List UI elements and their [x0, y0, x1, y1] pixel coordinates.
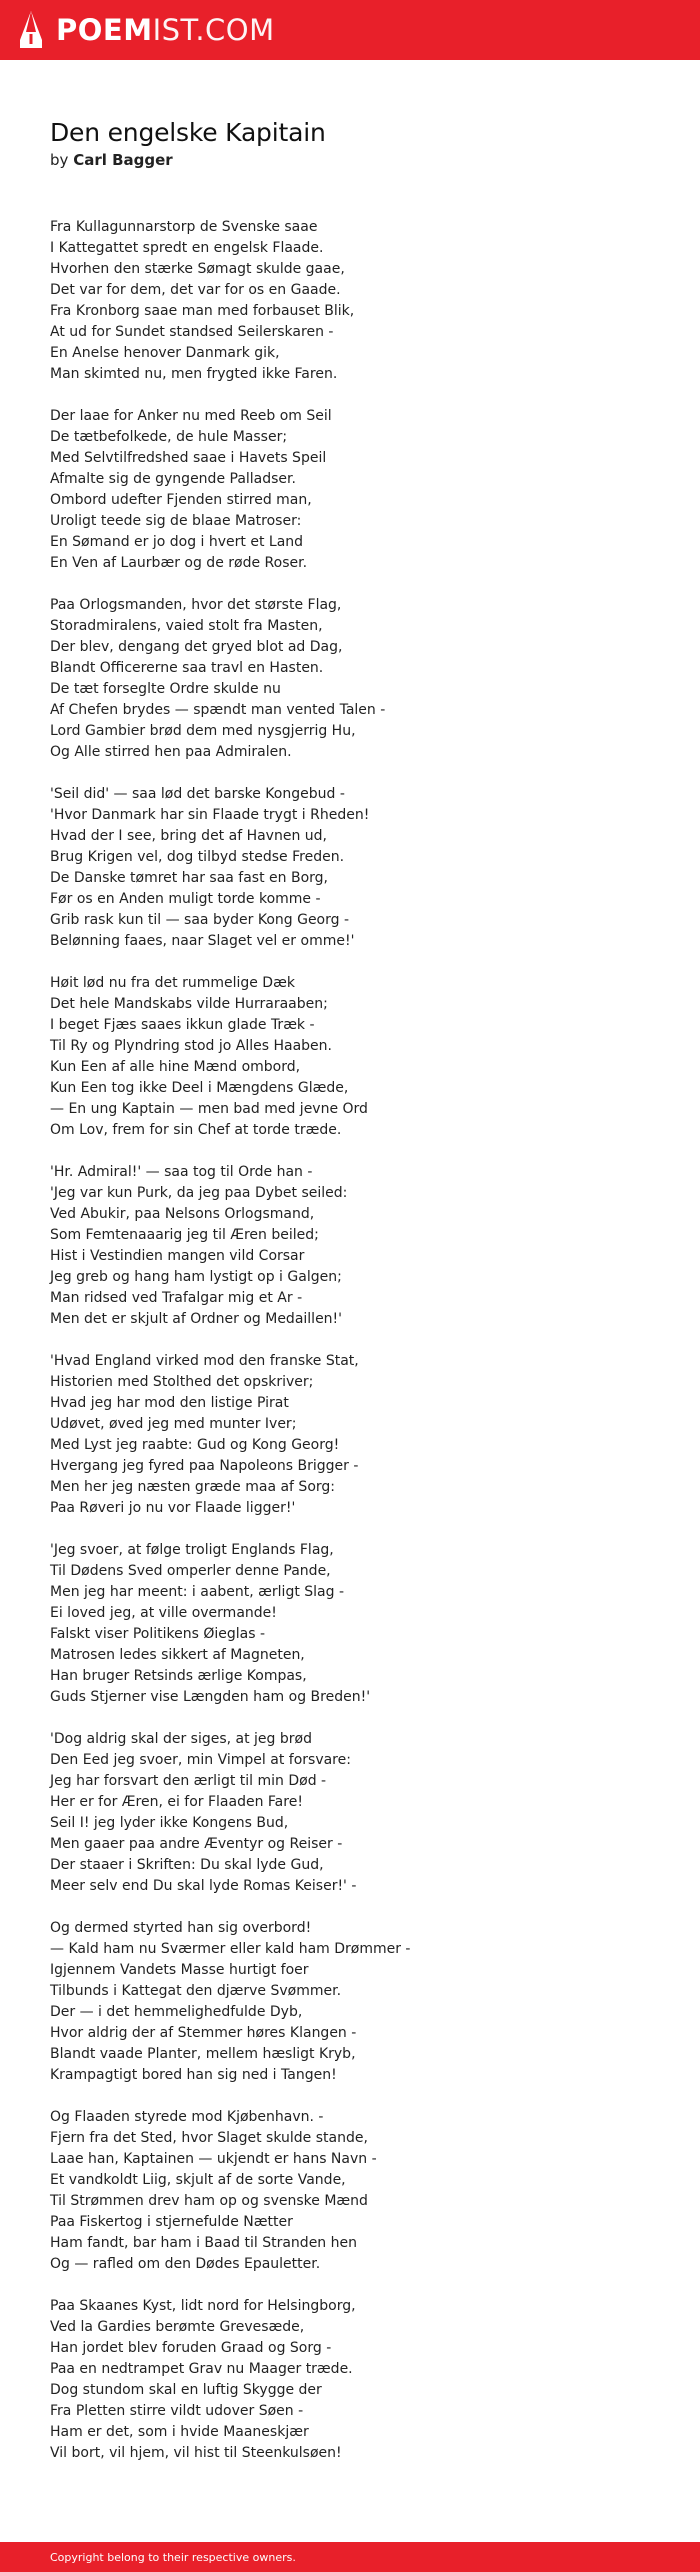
poem-author[interactable]: Carl Bagger: [73, 151, 173, 169]
poem-line: Meer selv end Du skal lyde Romas Keiser!' -: [50, 1878, 357, 1894]
poem-content: [0, 60, 700, 2464]
stanza: [50, 2107, 650, 2275]
poem-line: Fra Kullagunnarstorp de Svenske saae: [50, 219, 318, 235]
poem-line: 'Hvad England virked mod den franske Stat,: [50, 1353, 359, 1369]
poem-line: Historien med Stolthed det opskriver;: [50, 1374, 314, 1390]
poem-line: De tætbefolkede, de hule Masser;: [50, 429, 288, 445]
poem-line: Paa en nedtrampet Grav nu Maager træde.: [50, 2361, 353, 2377]
poem-line: Der blev, dengang det gryed blot ad Dag,: [50, 639, 343, 655]
poem-line: Jeg greb og hang ham lystigt op i Galgen;: [50, 1269, 342, 1285]
stanza: [50, 595, 650, 763]
poem-line: Laae han, Kaptainen — ukjendt er hans Navn -: [50, 2151, 377, 2167]
poem-line: At ud for Sundet standsed Seilerskaren -: [50, 324, 334, 340]
stanza: [50, 406, 650, 574]
poem-line: En Anelse henover Danmark gik,: [50, 345, 280, 361]
site-header: [0, 0, 700, 60]
poem-line: Med Lyst jeg raabte: Gud og Kong Georg!: [50, 1437, 340, 1453]
poem-line: Hist i Vestindien mangen vild Corsar: [50, 1248, 305, 1264]
poem-line: 'Dog aldrig skal der siges, at jeg brød: [50, 1731, 312, 1747]
poem-line: Om Lov, frem for sin Chef at torde træde.: [50, 1122, 342, 1138]
poem-line: Og dermed styrted han sig overbord!: [50, 1920, 312, 1936]
poem-line: Men her jeg næsten græde maa af Sorg:: [50, 1479, 335, 1495]
poemist-logo-icon[interactable]: [18, 10, 44, 50]
poem-line: Falskt viser Politikens Øieglas -: [50, 1626, 266, 1642]
stanza: [50, 973, 650, 1141]
poem-line: Belønning faaes, naar Slaget vel er omme!': [50, 933, 355, 949]
site-footer: [0, 2542, 700, 2572]
poem-line: Der laae for Anker nu med Reeb om Seil: [50, 408, 332, 424]
stanza: [50, 784, 650, 952]
poem-line: Hvor aldrig der af Stemmer høres Klangen -: [50, 2025, 357, 2041]
poem-line: Kun Een tog ikke Deel i Mængdens Glæde,: [50, 1080, 349, 1096]
poem-line: Han jordet blev foruden Graad og Sorg -: [50, 2340, 332, 2356]
poem-line: Til Ry og Plyndring stod jo Alles Haaben.: [50, 1038, 332, 1054]
poem-line: Men jeg har meent: i aabent, ærligt Slag -: [50, 1584, 345, 1600]
poem-line: Det hele Mandskabs vilde Hurraraaben;: [50, 996, 328, 1012]
poem-line: Grib rask kun til — saa byder Kong Georg -: [50, 912, 350, 928]
poem-line: Matrosen ledes sikkert af Magneten,: [50, 1647, 305, 1663]
poem-line: Afmalte sig de gyngende Palladser.: [50, 471, 296, 487]
poem-line: Lord Gambier brød dem med nysgjerrig Hu,: [50, 723, 356, 739]
poem-line: Men det er skjult af Ordner og Medaillen!': [50, 1311, 343, 1327]
poem-line: Der staaer i Skriften: Du skal lyde Gud,: [50, 1857, 324, 1873]
poem-line: Hvorhen den stærke Sømagt skulde gaae,: [50, 261, 345, 277]
poem-line: Paa Røveri jo nu vor Flaade ligger!': [50, 1500, 296, 1516]
stanza: [50, 1162, 650, 1330]
stanza: [50, 217, 650, 385]
poem-line: De Danske tømret har saa fast en Borg,: [50, 870, 328, 886]
poem-line: Det var for dem, det var for os en Gaade.: [50, 282, 341, 298]
poem-line: Seil I! jeg lyder ikke Kongens Bud,: [50, 1815, 289, 1831]
poem-line: Og Flaaden styrede mod Kjøbenhavn. -: [50, 2109, 324, 2125]
poem-line: Hvergang jeg fyred paa Napoleons Brigger -: [50, 1458, 359, 1474]
poem-line: I Kattegattet spredt en engelsk Flaade.: [50, 240, 324, 256]
poem-line: Ei loved jeg, at ville overmande!: [50, 1605, 277, 1621]
poem-line: 'Jeg svoer, at følge troligt Englands Flag,: [50, 1542, 334, 1558]
poem-line: Ved la Gardies berømte Grevesæde,: [50, 2319, 305, 2335]
poem-line: Ombord udefter Fjenden stirred man,: [50, 492, 312, 508]
poem-line: Paa Fiskertog i stjernefulde Nætter: [50, 2214, 293, 2230]
poem-line: Storadmiralens, vaied stolt fra Masten,: [50, 618, 323, 634]
poem-line: Den Eed jeg svoer, min Vimpel at forsvare:: [50, 1752, 351, 1768]
poem-line: 'Jeg var kun Purk, da jeg paa Dybet seiled:: [50, 1185, 348, 1201]
poem-line: Høit lød nu fra det rummelige Dæk: [50, 975, 295, 991]
poem-line: Paa Skaanes Kyst, lidt nord for Helsingborg,: [50, 2298, 356, 2314]
poem-line: Brug Krigen vel, dog tilbyd stedse Freden.: [50, 849, 345, 865]
poem-line: Ved Abukir, paa Nelsons Orlogsmand,: [50, 1206, 315, 1222]
stanza: [50, 2296, 650, 2464]
poem-line: Som Femtenaaarig jeg til Æren beiled;: [50, 1227, 319, 1243]
stanza: [50, 1729, 650, 1897]
poem-line: Her er for Æren, ei for Flaaden Fare!: [50, 1794, 303, 1810]
poem-line: Jeg har forsvart den ærligt til min Død -: [50, 1773, 327, 1789]
poem-line: — En ung Kaptain — men bad med jevne Ord: [50, 1101, 368, 1117]
poem-line: Ham fandt, bar ham i Baad til Stranden hen: [50, 2235, 357, 2251]
stanza: [50, 1918, 650, 2086]
poem-line: Paa Orlogsmanden, hvor det største Flag,: [50, 597, 342, 613]
poem-line: I beget Fjæs saaes ikkun glade Træk -: [50, 1017, 315, 1033]
poem-line: Udøvet, øved jeg med munter Iver;: [50, 1416, 297, 1432]
site-logo-text[interactable]: POEMIST.COM: [56, 13, 275, 47]
poem-line: En Sømand er jo dog i hvert et Land: [50, 534, 304, 550]
poem-line: Og Alle stirred hen paa Admiralen.: [50, 744, 292, 760]
by-label: by: [50, 151, 69, 169]
poem-line: Fra Pletten stirre vildt udover Søen -: [50, 2403, 304, 2419]
poem-line: Blandt vaade Planter, mellem hæsligt Kryb,: [50, 2046, 356, 2062]
poem-line: Uroligt teede sig de blaae Matroser:: [50, 513, 302, 529]
poem-title: Den engelske Kapitain: [50, 118, 326, 147]
poem-line: Guds Stjerner vise Længden ham og Breden!': [50, 1689, 371, 1705]
poem-line: Man ridsed ved Trafalgar mig et Ar -: [50, 1290, 303, 1306]
poem-line: Til Strømmen drev ham op og svenske Mænd: [50, 2193, 368, 2209]
poem-line: Til Dødens Sved omperler denne Pande,: [50, 1563, 331, 1579]
poem-line: Med Selvtilfredshed saae i Havets Speil: [50, 450, 327, 466]
poem-line: Han bruger Retsinds ærlige Kompas,: [50, 1668, 307, 1684]
poem-line: Fjern fra det Sted, hvor Slaget skulde stande,: [50, 2130, 368, 2146]
poem-line: Af Chefen brydes — spændt man vented Talen -: [50, 702, 386, 718]
poem-line: Men gaaer paa andre Æventyr og Reiser -: [50, 1836, 343, 1852]
poem-line: Der — i det hemmelighedfulde Dyb,: [50, 2004, 303, 2020]
poem-line: Vil bort, vil hjem, vil hist til Steenkulsøen!: [50, 2445, 342, 2461]
poem-line: Blandt Officererne saa travl en Hasten.: [50, 660, 324, 676]
stanza: [50, 1540, 650, 1708]
poem-line: Før os en Anden muligt torde komme -: [50, 891, 321, 907]
poem-byline: [50, 150, 650, 170]
poem-line: Igjennem Vandets Masse hurtigt foer: [50, 1962, 309, 1978]
poem-line: En Ven af Laurbær og de røde Roser.: [50, 555, 308, 571]
poem-line: Tilbunds i Kattegat den djærve Svømmer.: [50, 1983, 342, 1999]
poem-line: Hvad jeg har mod den listige Pirat: [50, 1395, 289, 1411]
stanza: [50, 1351, 650, 1519]
poem-line: Et vandkoldt Liig, skjult af de sorte Vande,: [50, 2172, 346, 2188]
poem-line: Man skimted nu, men frygted ikke Faren.: [50, 366, 338, 382]
poem-line: Fra Kronborg saae man med forbauset Blik,: [50, 303, 355, 319]
poem-line: Og — rafled om den Dødes Epauletter.: [50, 2256, 321, 2272]
poem-line: 'Seil did' — saa lød det barske Kongebud -: [50, 786, 345, 802]
poem-line: Krampagtigt bored han sig ned i Tangen!: [50, 2067, 337, 2083]
poem-line: Ham er det, som i hvide Maaneskjær: [50, 2424, 309, 2440]
poem-line: Hvad der I see, bring det af Havnen ud,: [50, 828, 327, 844]
poem-line: — Kald ham nu Sværmer eller kald ham Drømmer -: [50, 1941, 411, 1957]
poem-line: 'Hvor Danmark har sin Flaade trygt i Rheden!: [50, 807, 370, 823]
poem-line: De tæt forseglte Ordre skulde nu: [50, 681, 281, 697]
poem-body: [50, 217, 650, 2464]
copyright-text: Copyright belong to their respective owners.: [50, 2550, 296, 2564]
poem-line: Dog stundom skal en luftig Skygge der: [50, 2382, 322, 2398]
poem-line: 'Hr. Admiral!' — saa tog til Orde han -: [50, 1164, 313, 1180]
poem-line: Kun Een af alle hine Mænd ombord,: [50, 1059, 301, 1075]
